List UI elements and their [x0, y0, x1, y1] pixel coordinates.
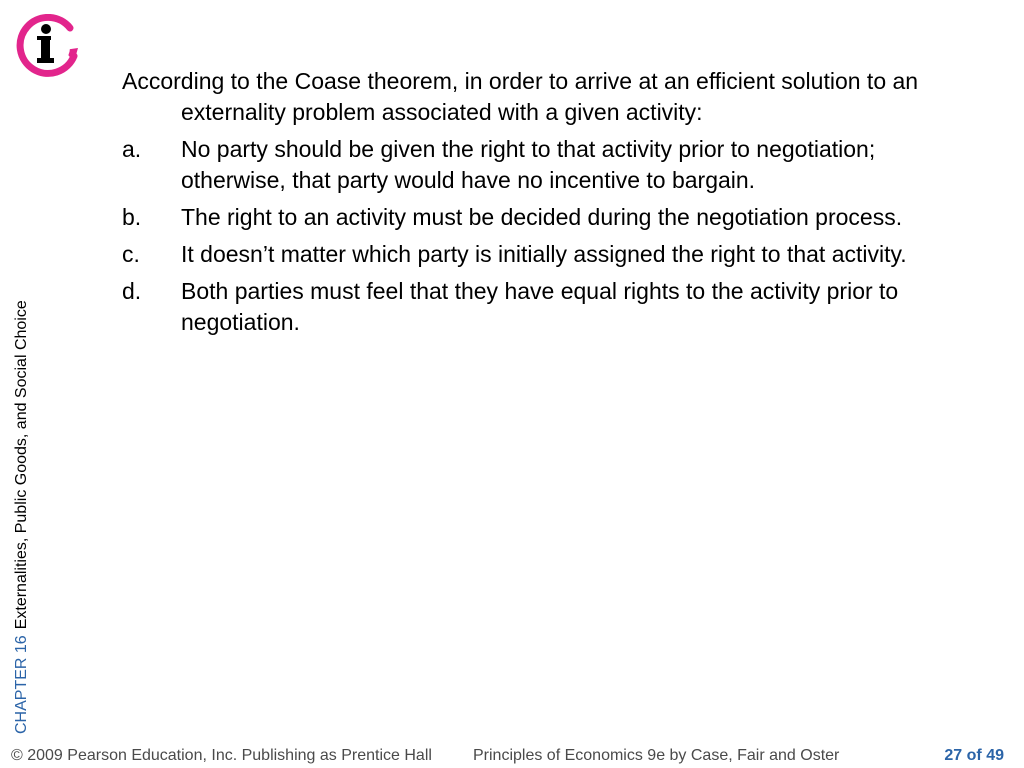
- chapter-title: Externalities, Public Goods, and Social Choice: [13, 300, 30, 630]
- option-letter: c.: [122, 241, 140, 267]
- answer-option-b: [122, 202, 942, 233]
- option-letter: d.: [122, 278, 142, 304]
- option-text: The right to an activity must be decided during the negotiation process.: [181, 204, 903, 230]
- footer-copyright: © 2009 Pearson Education, Inc. Publishing as Prentice Hall: [11, 747, 432, 764]
- option-letter: a.: [122, 136, 142, 162]
- option-text: It doesn’t matter which party is initially assigned the right to that activity.: [181, 241, 907, 267]
- answer-option-a: [122, 134, 942, 196]
- option-letter: b.: [122, 204, 142, 230]
- info-logo-icon: [12, 14, 84, 80]
- option-text: Both parties must feel that they have equal rights to the activity prior to negotiation.: [181, 278, 899, 335]
- chapter-number: CHAPTER 16: [13, 635, 30, 734]
- question-stem: According to the Coase theorem, in order to arrive at an efficient solution to an externality problem associated with a given activity:: [122, 68, 919, 125]
- question-block: [122, 66, 942, 344]
- option-text: No party should be given the right to that activity prior to negotiation; otherwise, that party would have no incentive to bargain.: [181, 136, 876, 193]
- chapter-sidebar-label: [11, 266, 33, 734]
- answer-option-d: [122, 276, 942, 338]
- answer-options: [122, 134, 942, 338]
- info-i-icon: [12, 14, 84, 80]
- answer-option-c: [122, 239, 942, 270]
- slide-footer: [0, 744, 1024, 768]
- footer-book-title: Principles of Economics 9e by Case, Fair and Oster: [473, 747, 840, 764]
- page-counter: 27 of 49: [944, 747, 1004, 764]
